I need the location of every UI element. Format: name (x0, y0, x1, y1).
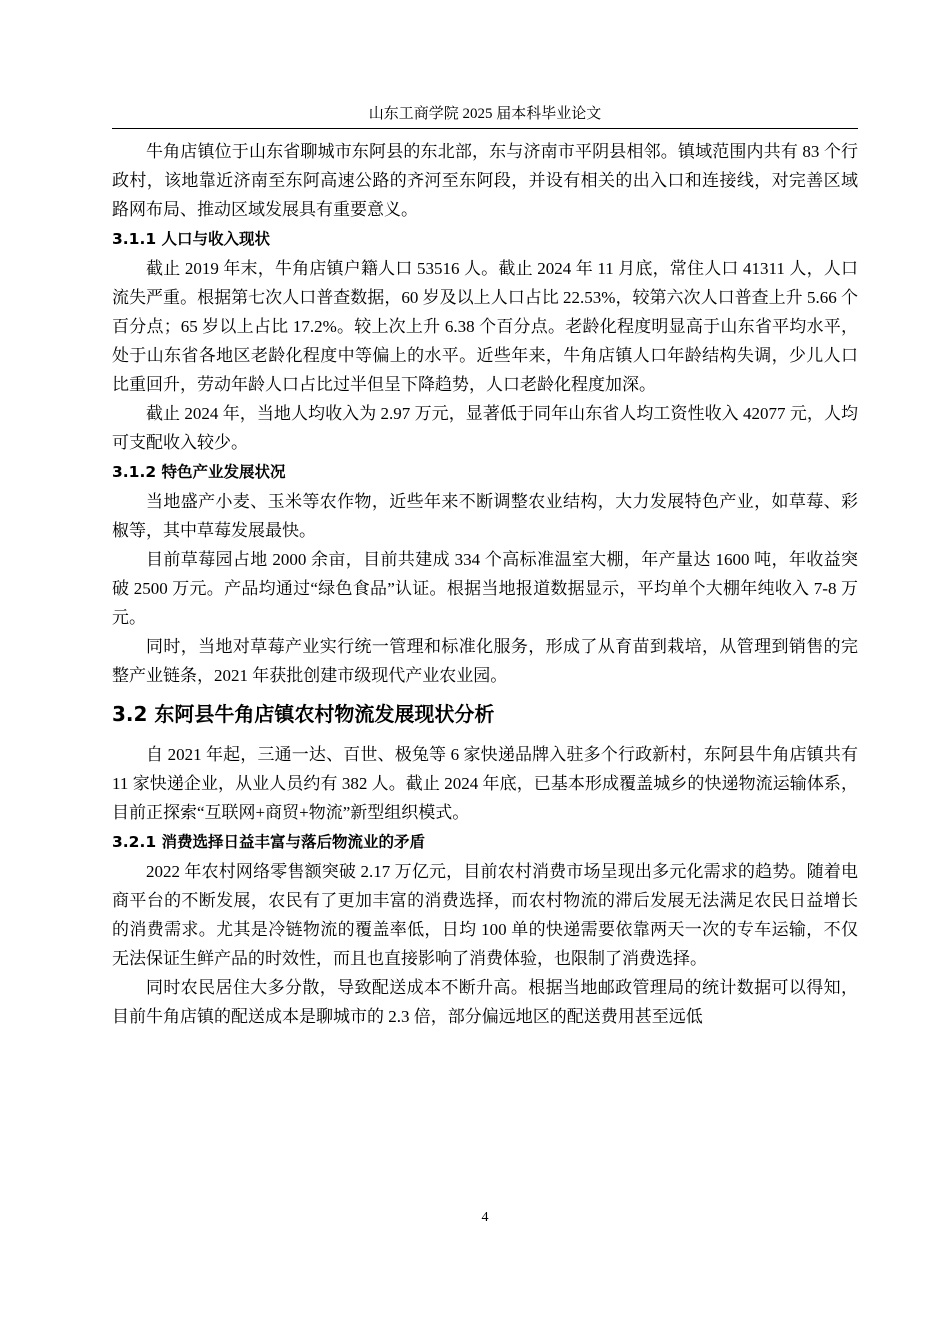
paragraph: 当地盛产小麦、玉米等农作物，近些年来不断调整农业结构，大力发展特色产业，如草莓、彩椒等，其中草莓发展最快。 (112, 492, 858, 540)
section-heading-3-2-1: 3.2.1 消费选择日益丰富与落后物流业的矛盾 (112, 833, 426, 851)
section-heading-3-1-1: 3.1.1 人口与收入现状 (112, 230, 271, 248)
paragraph: 截止 2019 年末，牛角店镇户籍人口 53516 人。截止 2024 年 11 月底，常住人口 41311 人，人口流失严重。根据第七次人口普查数据，60 岁及以上人口占比 22.53%，较第六次人口普查上升 5.66 个百分点；65 岁以上占比 17.2%。较上次上升 6.38 个百分点。老龄化程度明显高于山东省平均水平，处于山东省各地区老龄化程度中等偏上的水平。近些年来，牛角店镇人口年龄结构失调，少儿人口比重回升，劳动年龄人口占比过半但呈下降趋势，人口老龄化程度加深。 (112, 259, 858, 394)
paragraph: 自 2021 年起，三通一达、百世、极兔等 6 家快递品牌入驻多个行政新村，东阿县牛角店镇共有 11 家快递企业，从业人员约有 382 人。截止 2024 年底，已基本形成覆盖城乡的快递物流运输体系，目前正探索“互联网+商贸+物流”新型组织模式。 (112, 745, 858, 822)
page-header: 山东工商学院 2025 届本科毕业论文 (368, 106, 602, 122)
page-body (112, 137, 858, 1031)
section-heading-3-2: 3.2 东阿县牛角店镇农村物流发展现状分析 (112, 702, 495, 726)
paragraph: 同时农民居住大多分散，导致配送成本不断升高。根据当地邮政管理局的统计数据可以得知，目前牛角店镇的配送成本是聊城市的 2.3 倍，部分偏远地区的配送费用甚至远低 (112, 978, 858, 1026)
paragraph: 2022 年农村网络零售额突破 2.17 万亿元，目前农村消费市场呈现出多元化需求的趋势。随着电商平台的不断发展，农民有了更加丰富的消费选择，而农村物流的滞后发展无法满足农民日益增长的消费需求。尤其是冷链物流的覆盖率低，日均 100 单的快递需要依靠两天一次的专车运输，不仅无法保证生鲜产品的时效性，而且也直接影响了消费体验，也限制了消费选择。 (112, 862, 858, 968)
paragraph: 目前草莓园占地 2000 余亩，目前共建成 334 个高标准温室大棚，年产量达 1600 吨，年收益突破 2500 万元。产品均通过“绿色食品”认证。根据当地报道数据显示，平均单个大棚年纯收入 7-8 万元。 (112, 550, 858, 627)
page-number: 4 (481, 1210, 489, 1225)
paragraph: 同时，当地对草莓产业实行统一管理和标准化服务，形成了从育苗到栽培，从管理到销售的完整产业链条，2021 年获批创建市级现代产业农业园。 (112, 637, 858, 685)
header-divider (112, 128, 858, 129)
intro-paragraph: 牛角店镇位于山东省聊城市东阿县的东北部，东与济南市平阴县相邻。镇域范围内共有 83 个行政村，该地靠近济南至东阿高速公路的齐河至东阿段，并设有相关的出入口和连接线，对完善区域路网布局、推动区域发展具有重要意义。 (112, 142, 858, 219)
paragraph: 截止 2024 年，当地人均收入为 2.97 万元，显著低于同年山东省人均工资性收入 42077 元，人均可支配收入较少。 (112, 404, 858, 452)
section-heading-3-1-2: 3.1.2 特色产业发展状况 (112, 463, 286, 481)
